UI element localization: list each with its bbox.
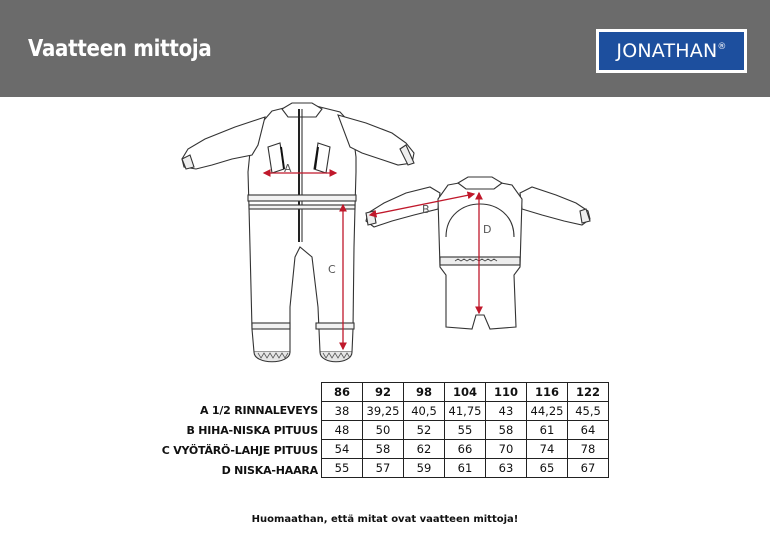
table-cell: 48 (322, 421, 363, 440)
table-cell: 43 (486, 402, 527, 421)
table-cell: 41,75 (445, 402, 486, 421)
size-122: 122 (568, 383, 609, 402)
size-98: 98 (404, 383, 445, 402)
table-cell: 55 (445, 421, 486, 440)
size-110: 110 (486, 383, 527, 402)
brand-logo-box (599, 32, 744, 70)
back-right-sleeve (520, 187, 590, 225)
table-row (322, 421, 609, 440)
brand-name: JONATHAN (616, 40, 718, 62)
page-header (0, 0, 770, 97)
row-label-c: C VYÖTÄRÖ-LAHJE PITUUS (161, 444, 318, 457)
table-cell: 67 (568, 459, 609, 478)
table-cell: 70 (486, 440, 527, 459)
table-row (322, 440, 609, 459)
table-cell: 64 (568, 421, 609, 440)
table-cell: 38 (322, 402, 363, 421)
size-92: 92 (363, 383, 404, 402)
table-cell: 66 (445, 440, 486, 459)
table-row (322, 459, 609, 478)
table-cell: 78 (568, 440, 609, 459)
size-table (321, 382, 609, 478)
measure-c-label: C (328, 263, 336, 276)
table-cell: 59 (404, 459, 445, 478)
table-row (322, 402, 609, 421)
table-cell: 40,5 (404, 402, 445, 421)
table-cell: 50 (363, 421, 404, 440)
registered-mark: ® (717, 42, 727, 52)
measure-b-label: B (422, 203, 430, 216)
measure-d-label: D (483, 223, 492, 236)
table-cell: 61 (527, 421, 568, 440)
row-label-b: B HIHA-NISKA PITUUS (186, 424, 318, 437)
garment-diagram (0, 97, 770, 377)
page-title: Vaatteen mittoja (28, 36, 212, 62)
size-104: 104 (445, 383, 486, 402)
footnote: Huomaathan, että mitat ovat vaatteen mittoja! (251, 514, 519, 525)
table-cell: 45,5 (568, 402, 609, 421)
table-cell: 39,25 (363, 402, 404, 421)
table-cell: 63 (486, 459, 527, 478)
row-label-a: A 1/2 RINNALEVEYS (199, 404, 318, 417)
table-cell: 55 (322, 459, 363, 478)
back-waist-band (440, 257, 520, 265)
back-suit-outline (438, 181, 522, 329)
back-view (366, 177, 590, 329)
size-header-row (322, 383, 609, 402)
brand-logo (596, 29, 747, 73)
size-116: 116 (527, 383, 568, 402)
back-left-cuff (366, 211, 376, 225)
table-cell: 62 (404, 440, 445, 459)
measure-a-label: A (284, 162, 292, 175)
table-cell: 44,25 (527, 402, 568, 421)
table-cell: 57 (363, 459, 404, 478)
table-cell: 58 (363, 440, 404, 459)
table-cell: 65 (527, 459, 568, 478)
front-left-knee-band (252, 323, 290, 329)
size-86: 86 (322, 383, 363, 402)
front-waist-band (248, 195, 356, 201)
front-view (182, 103, 414, 362)
table-cell: 54 (322, 440, 363, 459)
table-cell: 74 (527, 440, 568, 459)
back-collar (458, 177, 502, 189)
row-label-d: D NISKA-HAARA (221, 464, 318, 477)
table-cell: 58 (486, 421, 527, 440)
table-cell: 61 (445, 459, 486, 478)
table-cell: 52 (404, 421, 445, 440)
